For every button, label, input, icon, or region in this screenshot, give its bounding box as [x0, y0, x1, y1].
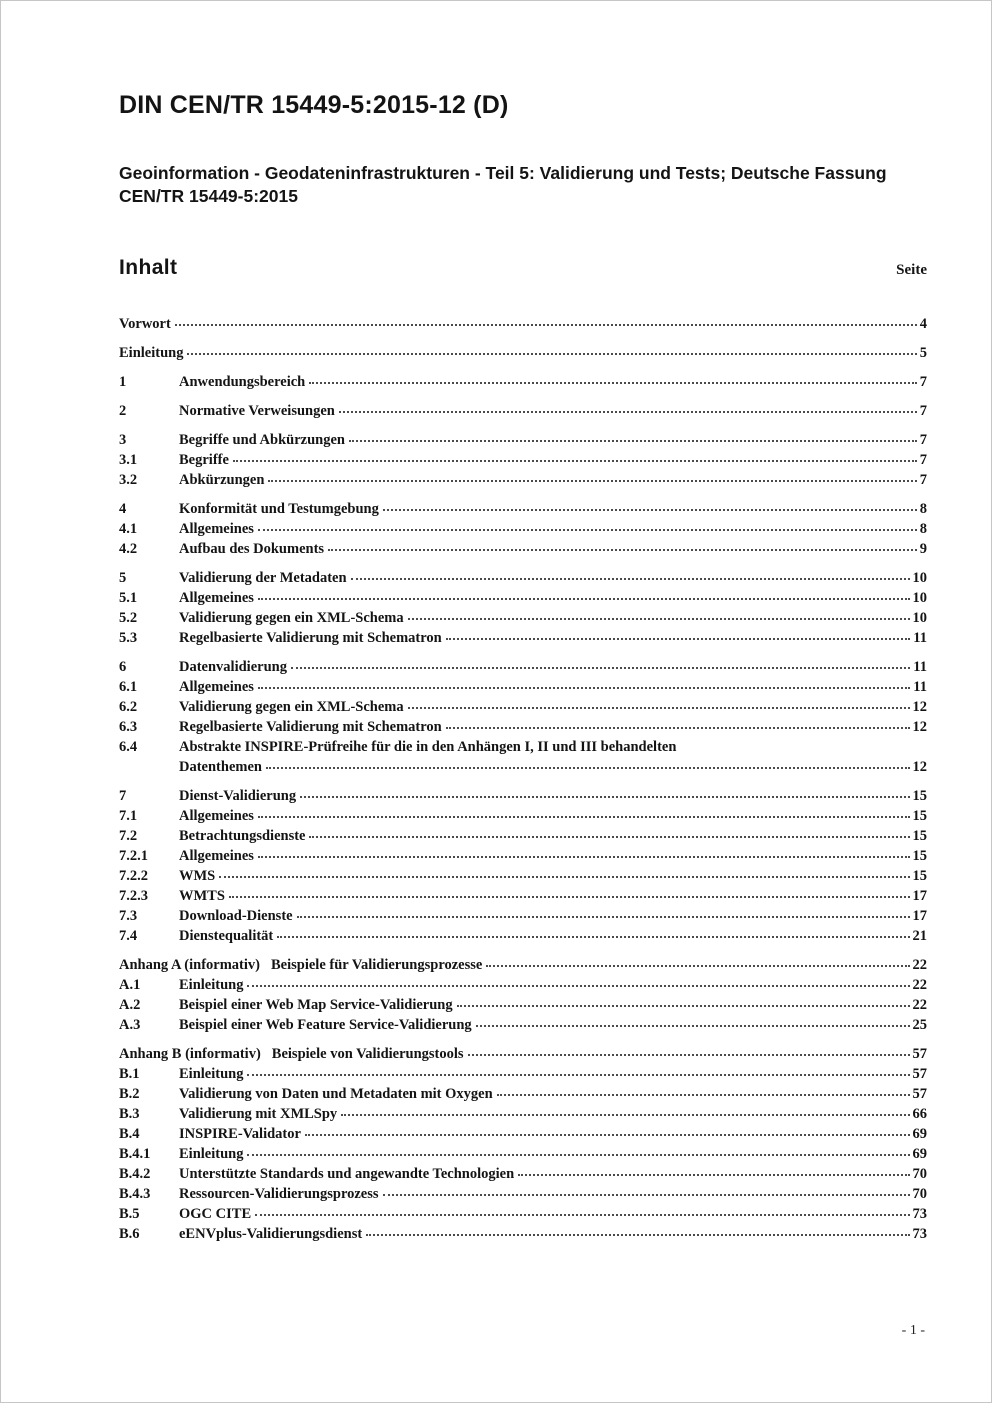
toc-entry-title: Datenthemen [179, 759, 262, 776]
toc-leader-dots [383, 1194, 910, 1196]
toc-entry-number: B.5 [119, 1206, 140, 1223]
toc-entry-page: 15 [912, 808, 927, 825]
toc-leader-dots [297, 916, 910, 918]
toc-entry [119, 628, 927, 648]
toc-entry-title: Normative Verweisungen [179, 403, 335, 420]
toc-leader-dots [247, 1074, 909, 1076]
toc-leader-dots [268, 480, 916, 482]
toc-entry-number: 6.2 [119, 699, 138, 716]
toc-entry-page: 9 [919, 541, 927, 558]
toc-entry-title: Einleitung [179, 1066, 244, 1083]
toc-entry-number [119, 757, 179, 777]
toc-entry-number: 7.4 [119, 928, 138, 945]
toc-entry-page: 15 [912, 788, 927, 805]
toc-entry-number: 4.1 [119, 521, 138, 538]
toc-entry-title: Validierung der Metadaten [179, 570, 347, 587]
toc-entry-number: B.6 [119, 1226, 140, 1243]
toc-leader-dots [339, 411, 917, 413]
toc-entry-title: Allgemeines [179, 808, 254, 825]
toc-leader-dots [408, 618, 910, 620]
toc-entry-title: Validierung gegen ein XML-Schema [179, 699, 404, 716]
toc-entry-number: 6 [119, 659, 127, 676]
toc-entry [119, 568, 927, 588]
toc-leader-dots [309, 382, 917, 384]
toc-leader-dots [258, 529, 917, 531]
toc-leader-dots [351, 578, 910, 580]
toc-entry-page: 7 [919, 432, 927, 449]
toc-entry [119, 926, 927, 946]
toc-entry-page: 70 [912, 1166, 927, 1183]
toc-entry-title: Begriffe [179, 452, 229, 469]
toc-entry [119, 1164, 927, 1184]
toc-entry-title: Download-Dienste [179, 908, 293, 925]
toc-leader-dots [277, 936, 909, 938]
toc-entry-number: 1 [119, 374, 127, 391]
toc-leader-dots [366, 1234, 909, 1236]
toc-entry [119, 1144, 927, 1164]
toc-entry-number: 7.2.1 [119, 848, 148, 865]
toc-entry [119, 401, 927, 421]
toc-entry [119, 519, 927, 539]
toc-entry [119, 826, 927, 846]
toc-entry-number: 6.3 [119, 719, 138, 736]
toc-leader-dots [258, 856, 910, 858]
toc-entry-title: Beispiele für Validierungsprozesse [271, 957, 483, 974]
toc-leader-dots [233, 460, 917, 462]
toc-entry [119, 1184, 927, 1204]
toc-leader-dots [291, 667, 910, 669]
toc-entry [119, 1104, 927, 1124]
document-title: DIN CEN/TR 15449-5:2015-12 (D) [119, 91, 509, 119]
toc-entry-title: OGC CITE [179, 1206, 252, 1223]
page-number-footer: - 1 - [901, 1323, 925, 1338]
toc-entry-title: Beispiel einer Web Map Service-Validierung [179, 997, 453, 1014]
toc-entry-page: 5 [919, 345, 927, 362]
toc-entry-number: Anhang A (informativ) [119, 957, 260, 974]
toc-entry-title: Abstrakte INSPIRE-Prüfreihe für die in den Anhängen I, II und III behandelten [179, 739, 677, 756]
toc-entry-number: B.4.2 [119, 1166, 151, 1183]
toc-entry-number: 4.2 [119, 541, 138, 558]
toc-entry [119, 657, 927, 677]
toc-entry-number: B.1 [119, 1066, 140, 1083]
toc-entry-page: 8 [919, 501, 927, 518]
toc-entry-page: 17 [912, 888, 927, 905]
toc-leader-dots [341, 1114, 909, 1116]
toc-entry-number: 5 [119, 570, 127, 587]
toc-entry-title: Allgemeines [179, 521, 254, 538]
toc-entry-number: 4 [119, 501, 127, 518]
toc-entry-number: A.3 [119, 1017, 141, 1034]
toc-leader-dots [457, 1005, 910, 1007]
toc-leader-dots [229, 896, 910, 898]
toc-entry-page: 15 [912, 848, 927, 865]
toc-entry-title: Allgemeines [179, 679, 254, 696]
toc-entry-page: 57 [912, 1086, 927, 1103]
toc-entry [119, 846, 927, 866]
toc-entry [119, 588, 927, 608]
toc-entry [119, 717, 927, 737]
toc-leader-dots [258, 598, 910, 600]
toc-leader-dots [258, 816, 910, 818]
toc-entry-number: 3.2 [119, 472, 138, 489]
toc-entry-title: Konformität und Testumgebung [179, 501, 379, 518]
toc-entry-page: 12 [912, 699, 927, 716]
toc-entry [119, 975, 927, 995]
toc-entry-page: 73 [912, 1206, 927, 1223]
toc-entry-page: 57 [912, 1066, 927, 1083]
toc-entry-page: 15 [912, 828, 927, 845]
table-of-contents [119, 314, 927, 1244]
toc-entry [119, 314, 927, 334]
toc-entry-title: Validierung von Daten und Metadaten mit Oxygen [179, 1086, 493, 1103]
toc-entry [119, 955, 927, 975]
toc-entry-continuation [119, 757, 927, 777]
toc-entry-number: 7 [119, 788, 127, 805]
toc-entry-title: Abkürzungen [179, 472, 265, 489]
toc-entry-number: 3 [119, 432, 127, 449]
toc-entry-page: 10 [912, 590, 927, 607]
toc-entry-number: B.4.3 [119, 1186, 151, 1203]
toc-leader-dots [175, 324, 917, 326]
toc-entry-number: 7.2.3 [119, 888, 148, 905]
toc-entry [119, 608, 927, 628]
toc-leader-dots [255, 1214, 909, 1216]
toc-entry [119, 1084, 927, 1104]
toc-entry-title: Begriffe und Abkürzungen [179, 432, 345, 449]
toc-entry-title: Anwendungsbereich [179, 374, 306, 391]
toc-leader-dots [468, 1054, 910, 1056]
toc-entry-page: 10 [912, 570, 927, 587]
toc-entry-number: B.4 [119, 1126, 140, 1143]
toc-entry-number: 5.3 [119, 630, 138, 647]
toc-leader-dots [328, 549, 917, 551]
toc-entry [119, 430, 927, 450]
toc-entry [119, 886, 927, 906]
toc-entry-page: 22 [912, 957, 927, 974]
toc-entry [119, 1124, 927, 1144]
toc-entry [119, 806, 927, 826]
toc-entry-page: 7 [919, 452, 927, 469]
toc-entry-page: 22 [912, 977, 927, 994]
contents-heading: Inhalt [119, 256, 178, 280]
toc-entry-title: Regelbasierte Validierung mit Schematron [179, 630, 442, 647]
toc-entry-number: 7.1 [119, 808, 138, 825]
toc-entry [119, 372, 927, 392]
toc-entry [119, 1224, 927, 1244]
toc-entry [119, 866, 927, 886]
toc-leader-dots [383, 509, 917, 511]
toc-entry-page: 11 [913, 659, 927, 676]
toc-entry-title: Dienst-Validierung [179, 788, 297, 805]
toc-entry-title: Dienstequalität [179, 928, 274, 945]
toc-entry-title: Validierung gegen ein XML-Schema [179, 610, 404, 627]
toc-entry [119, 1015, 927, 1035]
toc-entry-number: 6.4 [119, 739, 138, 756]
toc-entry-page: 70 [912, 1186, 927, 1203]
toc-entry-title: Allgemeines [179, 848, 254, 865]
toc-entry-title: Aufbau des Dokuments [179, 541, 325, 558]
toc-entry-page: 10 [912, 610, 927, 627]
toc-entry-title: Betrachtungsdienste [179, 828, 306, 845]
document-subtitle: Geoinformation - Geodateninfrastrukturen - Teil 5: Validierung und Tests; Deutsche Fassung CEN/TR 15449-5:2015 [119, 163, 887, 207]
toc-entry-page: 7 [919, 374, 927, 391]
toc-entry-number: A.2 [119, 997, 141, 1014]
toc-entry-page: 21 [912, 928, 927, 945]
toc-entry [119, 1204, 927, 1224]
toc-entry-page: 57 [912, 1046, 927, 1063]
toc-entry [119, 1064, 927, 1084]
toc-entry-number: 7.3 [119, 908, 138, 925]
toc-entry [119, 677, 927, 697]
toc-entry [119, 1044, 927, 1064]
toc-entry-number: 7.2.2 [119, 868, 148, 885]
toc-entry-number: 7.2 [119, 828, 138, 845]
toc-leader-dots [309, 836, 909, 838]
toc-entry-number: 3.1 [119, 452, 138, 469]
page-column-label: Seite [896, 262, 927, 279]
toc-entry-page: 8 [919, 521, 927, 538]
toc-leader-dots [247, 1154, 909, 1156]
toc-leader-dots [187, 353, 916, 355]
toc-entry-page: 11 [913, 679, 927, 696]
toc-entry-page: 66 [912, 1106, 927, 1123]
toc-leader-dots [247, 985, 909, 987]
toc-entry-page: 4 [919, 316, 927, 333]
toc-entry [119, 450, 927, 470]
toc-entry [119, 470, 927, 490]
toc-entry [119, 539, 927, 559]
toc-entry-page: 12 [912, 719, 927, 736]
toc-entry [119, 343, 927, 363]
toc-entry-title: Beispiele von Validierungstools [271, 1046, 464, 1063]
contents-header-row [119, 256, 927, 280]
toc-entry-number: 6.1 [119, 679, 138, 696]
toc-entry-number: 5.2 [119, 610, 138, 627]
toc-entry-number: B.2 [119, 1086, 140, 1103]
toc-leader-dots [219, 876, 909, 878]
toc-entry-number: 2 [119, 403, 127, 420]
toc-entry [119, 995, 927, 1015]
toc-entry-title: Einleitung [119, 345, 184, 362]
toc-entry-page: 25 [912, 1017, 927, 1034]
toc-leader-dots [300, 796, 909, 798]
toc-entry-page: 15 [912, 868, 927, 885]
toc-leader-dots [446, 638, 911, 640]
toc-entry-number: A.1 [119, 977, 141, 994]
toc-entry-title: Einleitung [179, 1146, 244, 1163]
page-content [119, 1, 927, 1244]
toc-entry-number: Anhang B (informativ) [119, 1046, 261, 1063]
toc-entry [119, 499, 927, 519]
toc-entry-page: 69 [912, 1146, 927, 1163]
toc-entry-title: Allgemeines [179, 590, 254, 607]
toc-entry-title: Ressourcen-Validierungsprozess [179, 1186, 379, 1203]
toc-entry [119, 786, 927, 806]
toc-entry-title: INSPIRE-Validator [179, 1126, 301, 1143]
toc-entry-page: 7 [919, 403, 927, 420]
toc-entry-title: Unterstützte Standards und angewandte Technologien [179, 1166, 515, 1183]
toc-entry-page: 22 [912, 997, 927, 1014]
toc-entry [119, 697, 927, 717]
toc-entry-number: B.3 [119, 1106, 140, 1123]
toc-entry-title: WMTS [179, 888, 225, 905]
toc-leader-dots [446, 727, 910, 729]
toc-entry-title: WMS [179, 868, 216, 885]
toc-entry-page: 69 [912, 1126, 927, 1143]
toc-entry-title: Vorwort [119, 316, 171, 333]
toc-entry-title: eENVplus-Validierungsdienst [179, 1226, 363, 1243]
toc-leader-dots [476, 1025, 910, 1027]
toc-entry-page: 12 [912, 759, 927, 776]
toc-entry [119, 906, 927, 926]
toc-entry-title: Datenvalidierung [179, 659, 287, 676]
toc-leader-dots [486, 965, 909, 967]
toc-entry-number: B.4.1 [119, 1146, 151, 1163]
toc-leader-dots [518, 1174, 909, 1176]
toc-leader-dots [497, 1094, 910, 1096]
toc-entry-title: Validierung mit XMLSpy [179, 1106, 338, 1123]
toc-entry-page: 73 [912, 1226, 927, 1243]
toc-entry-page: 17 [912, 908, 927, 925]
toc-entry-page: 7 [919, 472, 927, 489]
toc-entry-title: Einleitung [179, 977, 244, 994]
toc-leader-dots [305, 1134, 910, 1136]
toc-leader-dots [408, 707, 910, 709]
toc-entry-title: Regelbasierte Validierung mit Schematron [179, 719, 442, 736]
toc-entry-title: Beispiel einer Web Feature Service-Validierung [179, 1017, 472, 1034]
toc-leader-dots [258, 687, 910, 689]
toc-entry-page: 11 [913, 630, 927, 647]
toc-leader-dots [266, 767, 910, 769]
toc-entry [119, 737, 927, 757]
toc-leader-dots [349, 440, 917, 442]
toc-entry-number: 5.1 [119, 590, 138, 607]
